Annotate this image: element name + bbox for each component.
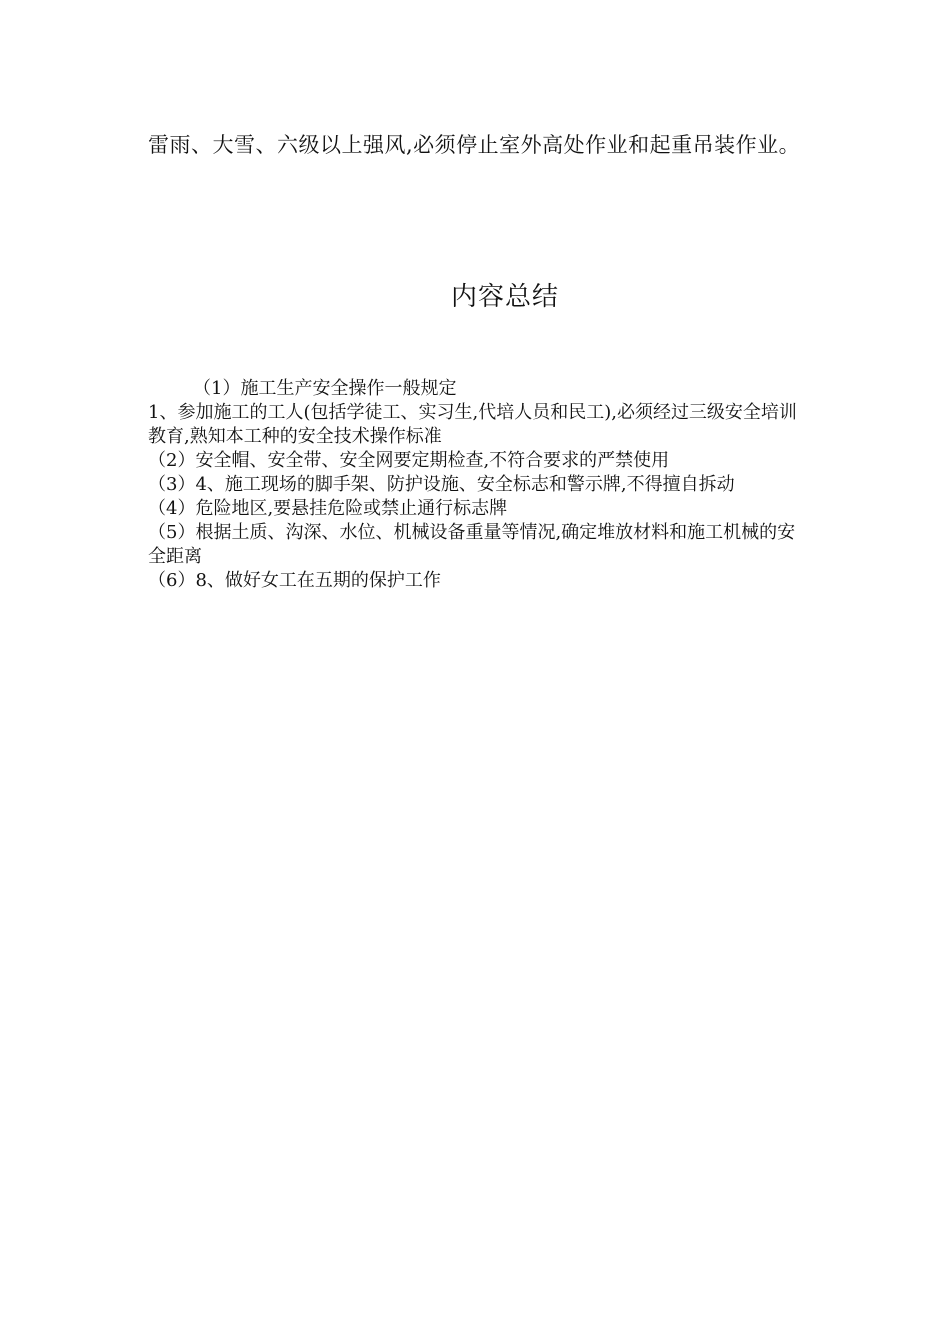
summary-line: 1、参加施工的工人(包括学徒工、实习生,代培人员和民工),必须经过三级安全培训教育,熟知本工种的安全技术操作标准 (148, 402, 797, 447)
summary-line: （3）4、施工现场的脚手架、防护设施、安全标志和警示牌,不得擅自拆动 (148, 474, 735, 495)
summary-title: 内容总结 (450, 282, 559, 312)
body-paragraph: 雷雨、大雪、六级以上强风,必须停止室外高处作业和起重吊装作业。 (148, 133, 801, 157)
summary-list (148, 377, 808, 593)
summary-line: （2）安全帽、安全带、安全网要定期检查,不符合要求的严禁使用 (148, 450, 670, 471)
summary-line: （4）危险地区,要悬挂危险或禁止通行标志牌 (148, 498, 508, 519)
summary-line: （6）8、做好女工在五期的保护工作 (148, 570, 441, 591)
summary-line: （1）施工生产安全操作一般规定 (193, 378, 457, 399)
summary-line: （5）根据土质、沟深、水位、机械设备重量等情况,确定堆放材料和施工机械的安全距离 (148, 522, 796, 567)
